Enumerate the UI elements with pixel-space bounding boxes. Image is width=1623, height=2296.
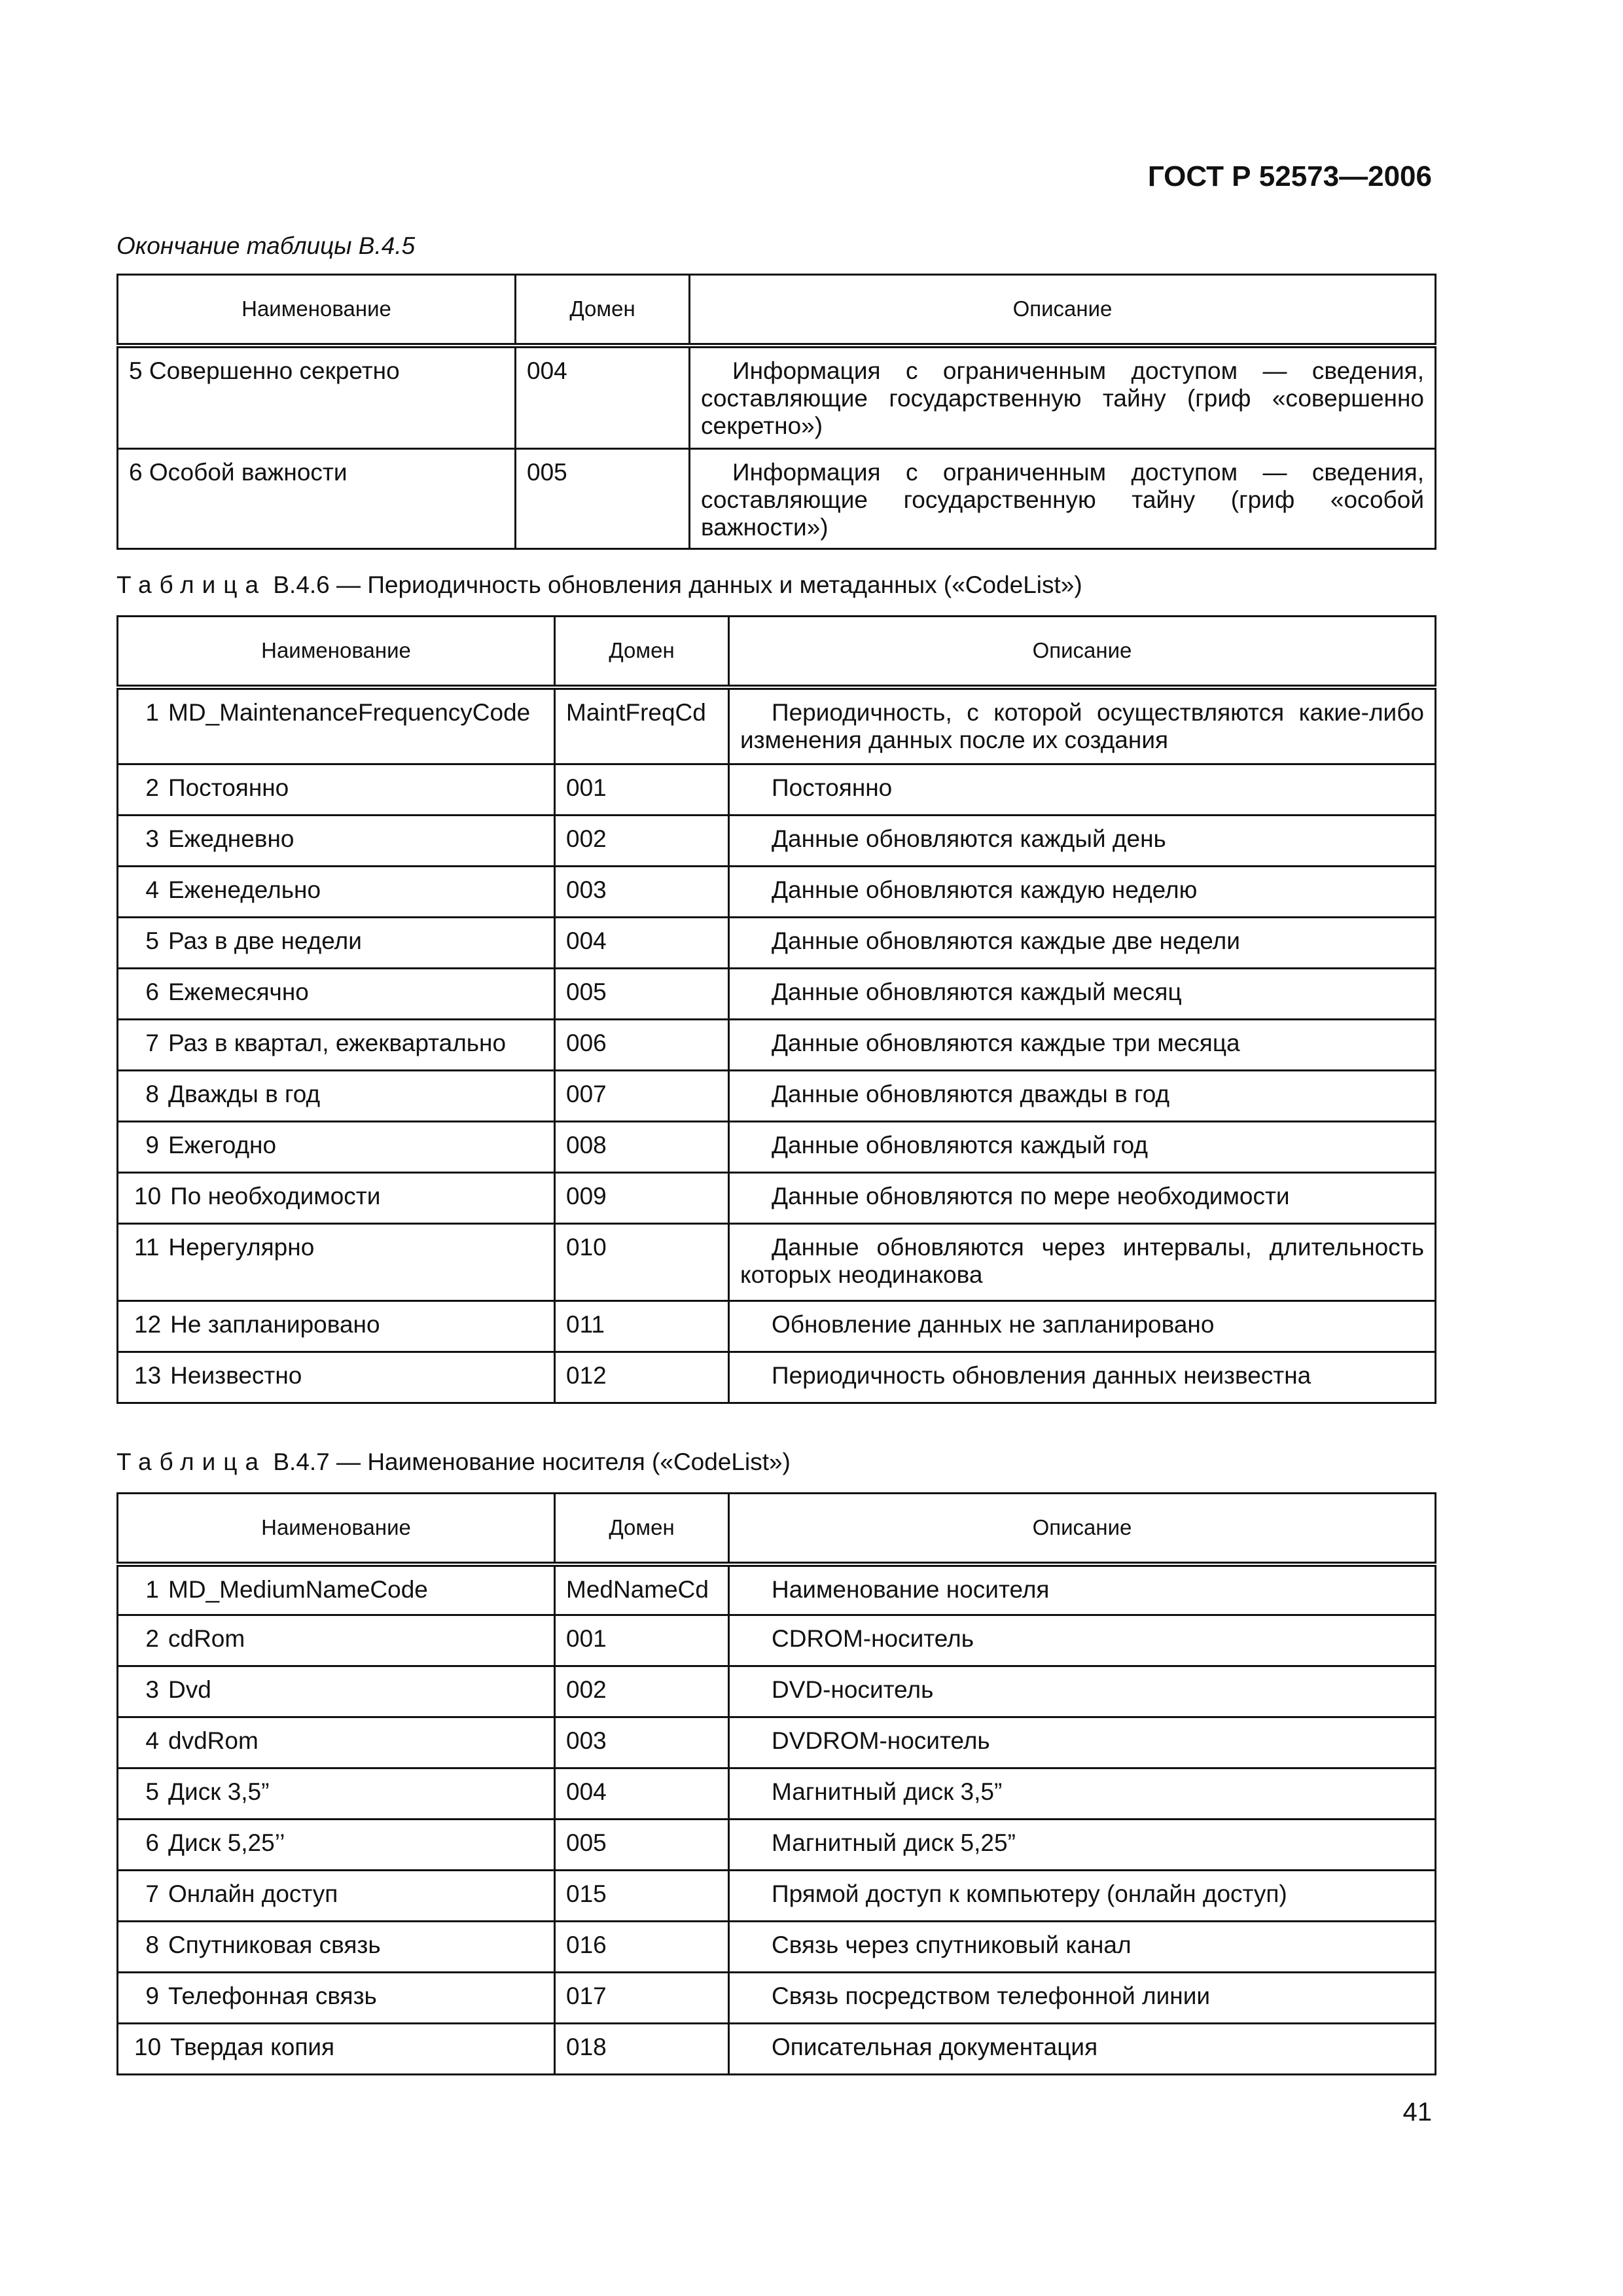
row-number: 1 [145,698,159,726]
row-name: Неизвестно [170,1362,302,1389]
table-row [118,1768,1436,1820]
table-row [118,1173,1436,1224]
row-domain: MedNameCd [555,1564,729,1615]
row-name: Онлайн доступ [168,1880,338,1907]
row-name-cell [118,2024,555,2075]
row-number: 11 [134,1234,160,1261]
column-header-description: Описание [690,275,1436,346]
table-row [118,1973,1436,2024]
row-number: 8 [145,1931,159,1958]
table-label: Таблица [116,571,267,598]
row-description: Периодичность обновления данных неизвестна [729,1352,1436,1403]
row-number: 5 [145,927,159,954]
row-name-cell [118,1301,555,1352]
row-description: Описательная документация [729,2024,1436,2075]
row-name-cell [118,1173,555,1224]
table-b47-body [118,1564,1436,2075]
table-header-row [118,1494,1436,1564]
row-description: Данные обновляются через интервалы, длительность которых неодинакова [729,1224,1436,1301]
row-name-cell [118,867,555,918]
table-row [118,1301,1436,1352]
row-domain: 015 [555,1871,729,1922]
row-domain: 004 [516,346,690,449]
row-description: Информация с ограниченным доступом — сведения, составляющие государственную тайну (гриф «особой важности») [690,449,1436,549]
table-header-row [118,617,1436,687]
column-header-domain: Домен [516,275,690,346]
row-domain: 010 [555,1224,729,1301]
table-b45-continuation-caption: Окончание таблицы В.4.5 [116,232,416,259]
row-description: Связь посредством телефонной линии [729,1973,1436,2024]
table-row [118,1020,1436,1071]
table-row [118,1922,1436,1973]
table-row [118,346,1436,449]
row-name-cell [118,1020,555,1071]
row-description: Магнитный диск 5,25” [729,1820,1436,1871]
row-name: Телефонная связь [168,1982,377,2009]
table-row [118,867,1436,918]
row-name: Постоянно [168,774,289,801]
table-row [118,687,1436,764]
row-number: 6 [145,1829,159,1856]
row-name: Спутниковая связь [168,1931,381,1958]
row-domain: 017 [555,1973,729,2024]
row-name-cell [118,1871,555,1922]
row-description: Связь через спутниковый канал [729,1922,1436,1973]
row-name: Нерегулярно [168,1234,315,1261]
table-label: Таблица [116,1448,267,1475]
row-domain: 004 [555,1768,729,1820]
row-number: 7 [145,1030,159,1056]
row-name: dvdRom [168,1727,259,1754]
table-b47-caption [116,1448,791,1476]
row-name: cdRom [168,1625,245,1652]
table-row [118,449,1436,549]
row-description: Прямой доступ к компьютеру (онлайн доступ) [729,1871,1436,1922]
row-number: 2 [145,774,159,801]
row-description: Информация с ограниченным доступом — сведения, составляющие государственную тайну (гриф «совершенно секретно») [690,346,1436,449]
row-number: 10 [134,1183,162,1210]
row-domain: 007 [555,1071,729,1122]
row-domain: 005 [516,449,690,549]
row-domain: 006 [555,1020,729,1071]
row-number: 1 [145,1575,159,1603]
row-name-cell [118,1666,555,1717]
row-name-cell [118,918,555,969]
row-name: MD_MaintenanceFrequencyCode [168,698,531,726]
row-description: Обновление данных не запланировано [729,1301,1436,1352]
row-name: MD_MediumNameCode [168,1575,428,1603]
row-name: Раз в квартал, ежеквартально [168,1030,507,1056]
row-number: 4 [145,1727,159,1754]
row-domain: 016 [555,1922,729,1973]
row-description: Данные обновляются каждую неделю [729,867,1436,918]
table-row [118,2024,1436,2075]
column-header-name: Наименование [118,617,555,687]
row-description: Данные обновляются каждые две недели [729,918,1436,969]
column-header-name: Наименование [118,275,516,346]
row-name-cell [118,1122,555,1173]
row-name-cell [118,764,555,816]
table-b46-body [118,687,1436,1403]
row-name-cell [118,1922,555,1973]
table-row [118,816,1436,867]
table-row [118,1871,1436,1922]
table-b45 [116,274,1436,550]
row-domain: MaintFreqCd [555,687,729,764]
row-domain: 002 [555,816,729,867]
row-name-cell [118,1717,555,1768]
column-header-domain: Домен [555,1494,729,1564]
row-name: Dvd [168,1676,211,1703]
column-header-description: Описание [729,1494,1436,1564]
row-name: Диск 3,5” [168,1778,270,1805]
page-number: 41 [1402,2098,1432,2126]
row-name-cell [118,1973,555,2024]
table-title: В.4.7 — Наименование носителя («CodeList») [273,1448,791,1475]
row-description: Периодичность, с которой осуществляются какие-либо изменения данных после их создания [729,687,1436,764]
document-standard-number: ГОСТ Р 52573—2006 [1147,160,1432,192]
row-domain: 003 [555,867,729,918]
table-row [118,1122,1436,1173]
row-description: Данные обновляются дважды в год [729,1071,1436,1122]
row-description: DVD-носитель [729,1666,1436,1717]
row-domain: 005 [555,1820,729,1871]
table-row [118,1224,1436,1301]
table-row [118,1717,1436,1768]
row-domain: 001 [555,1615,729,1666]
row-description: Данные обновляются каждый месяц [729,969,1436,1020]
row-description: Данные обновляются каждые три месяца [729,1020,1436,1071]
row-description: Данные обновляются каждый день [729,816,1436,867]
row-number: 10 [134,2034,162,2060]
row-number: 12 [134,1311,162,1338]
row-domain: 005 [555,969,729,1020]
row-name-cell [118,1352,555,1403]
row-domain: 018 [555,2024,729,2075]
row-description: Постоянно [729,764,1436,816]
row-description: Данные обновляются по мере необходимости [729,1173,1436,1224]
row-name: Не запланировано [170,1311,380,1338]
table-row [118,1352,1436,1403]
row-name: Еженедельно [168,876,321,903]
row-name: Раз в две недели [168,927,362,954]
row-number: 7 [145,1880,159,1907]
table-row [118,1615,1436,1666]
row-description: Наименование носителя [729,1564,1436,1615]
row-description: Данные обновляются каждый год [729,1122,1436,1173]
row-name-cell [118,969,555,1020]
row-domain: 011 [555,1301,729,1352]
table-row [118,1564,1436,1615]
table-b47 [116,1492,1436,2075]
row-number: 8 [145,1081,159,1107]
row-name: 5 Совершенно секретно [118,346,516,449]
row-domain: 004 [555,918,729,969]
column-header-name: Наименование [118,1494,555,1564]
row-name: Диск 5,25’’ [168,1829,285,1856]
table-row [118,764,1436,816]
row-domain: 009 [555,1173,729,1224]
row-number: 5 [145,1778,159,1805]
table-row [118,1071,1436,1122]
row-domain: 008 [555,1122,729,1173]
row-domain: 012 [555,1352,729,1403]
row-domain: 002 [555,1666,729,1717]
row-number: 3 [145,1676,159,1703]
table-row [118,918,1436,969]
row-number: 2 [145,1625,159,1652]
row-name: Ежедневно [168,825,294,852]
row-name: Ежемесячно [168,978,309,1005]
row-number: 4 [145,876,159,903]
row-number: 3 [145,825,159,852]
row-name-cell [118,1564,555,1615]
row-number: 9 [145,1132,159,1158]
table-b46 [116,615,1436,1404]
row-name: Ежегодно [168,1132,277,1158]
column-header-description: Описание [729,617,1436,687]
table-b46-caption [116,571,1082,599]
row-domain: 003 [555,1717,729,1768]
table-row [118,1820,1436,1871]
row-number: 9 [145,1982,159,2009]
column-header-domain: Домен [555,617,729,687]
row-name-cell [118,1224,555,1301]
row-name: Дважды в год [168,1081,321,1107]
table-title: В.4.6 — Периодичность обновления данных и метаданных («CodeList») [273,571,1082,598]
row-name: Твердая копия [170,2034,335,2060]
row-name: По необходимости [170,1183,381,1210]
row-number: 13 [134,1362,162,1389]
row-domain: 001 [555,764,729,816]
row-name-cell [118,816,555,867]
row-description: DVDROM-носитель [729,1717,1436,1768]
table-row [118,969,1436,1020]
table-row [118,1666,1436,1717]
row-name-cell [118,1820,555,1871]
row-name-cell [118,1768,555,1820]
table-header-row [118,275,1436,346]
row-description: CDROM-носитель [729,1615,1436,1666]
row-description: Магнитный диск 3,5” [729,1768,1436,1820]
row-name-cell [118,687,555,764]
row-name-cell [118,1071,555,1122]
row-number: 6 [145,978,159,1005]
row-name-cell [118,1615,555,1666]
row-name: 6 Особой важности [118,449,516,549]
